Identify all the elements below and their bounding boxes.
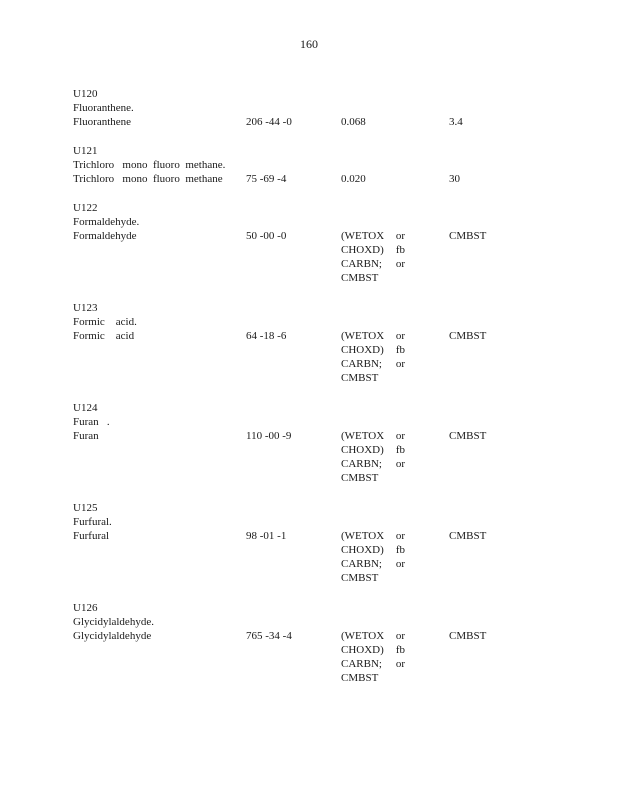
standard-connector: or (395, 530, 405, 542)
waste-code: U120 (73, 88, 98, 100)
wastewater-standard (341, 429, 405, 485)
standard-value: CMBST (341, 572, 379, 584)
cas-number: 110 -00 -9 (246, 430, 292, 442)
wastewater-standard (341, 529, 405, 585)
wastewater-standard-line (341, 471, 405, 485)
standard-value: CHOXD) (341, 244, 384, 256)
waste-entry (73, 601, 593, 684)
wastewater-standard-line (341, 257, 405, 271)
standard-connector: fb (395, 644, 405, 656)
wastewater-standard-line (341, 229, 405, 243)
waste-description: Furfural. (73, 516, 112, 528)
cas-number: 98 -01 -1 (246, 530, 287, 542)
standard-value: 0.068 (341, 116, 366, 128)
constituent-name: Formaldehyde (73, 230, 137, 242)
standard-value: CMBST (341, 472, 379, 484)
wastewater-standard-line (341, 172, 405, 186)
waste-description: Fluoranthene. (73, 102, 134, 114)
wastewater-standard (341, 115, 405, 129)
standard-connector: or (395, 458, 405, 470)
standard-value: CHOXD) (341, 544, 384, 556)
wastewater-standard-line (341, 643, 405, 657)
standard-connector: fb (395, 344, 405, 356)
standard-value: CMBST (341, 672, 379, 684)
constituent-row (73, 115, 593, 129)
waste-description: Glycidylaldehyde. (73, 616, 154, 628)
waste-entry (73, 501, 593, 601)
standard-connector: or (395, 358, 405, 370)
wastewater-standard-line (341, 343, 405, 357)
standard-connector: or (395, 658, 405, 670)
standard-value: CMBST (341, 272, 379, 284)
standard-value: CARBN; (341, 258, 382, 270)
constituent-row (73, 429, 593, 484)
waste-entry (73, 144, 593, 201)
nonwastewater-standard: CMBST (449, 630, 487, 642)
page-number: 160 (300, 37, 318, 51)
waste-description: Furan . (73, 416, 110, 428)
nonwastewater-standard: CMBST (449, 430, 487, 442)
nonwastewater-standard: CMBST (449, 230, 487, 242)
constituent-name: Furan (73, 430, 99, 442)
waste-code: U121 (73, 145, 98, 157)
cas-number: 75 -69 -4 (246, 173, 287, 185)
standard-value: CARBN; (341, 458, 382, 470)
standard-value: 0.020 (341, 173, 366, 185)
waste-code: U126 (73, 602, 98, 614)
wastewater-standard-line (341, 371, 405, 385)
waste-entry (73, 87, 593, 144)
constituent-name: Glycidylaldehyde (73, 630, 152, 642)
standard-value: (WETOX (341, 230, 385, 242)
wastewater-standard (341, 329, 405, 385)
constituent-name: Furfural (73, 530, 110, 542)
waste-entries (73, 87, 593, 684)
waste-entry (73, 301, 593, 401)
wastewater-standard-line (341, 671, 405, 685)
wastewater-standard-line (341, 457, 405, 471)
constituent-row (73, 629, 593, 684)
cas-number: 765 -34 -4 (246, 630, 292, 642)
nonwastewater-standard: CMBST (449, 330, 487, 342)
standard-value: CHOXD) (341, 344, 384, 356)
standard-value: CARBN; (341, 558, 382, 570)
wastewater-standard-line (341, 115, 405, 129)
cas-number: 64 -18 -6 (246, 330, 287, 342)
standard-value: (WETOX (341, 430, 385, 442)
standard-value: CHOXD) (341, 444, 384, 456)
constituent-name: Fluoranthene (73, 116, 132, 128)
wastewater-standard-line (341, 571, 405, 585)
standard-connector: fb (395, 244, 405, 256)
wastewater-standard-line (341, 357, 405, 371)
cas-number: 206 -44 -0 (246, 116, 292, 128)
constituent-name: Trichloro mono fluoro methane (73, 173, 223, 185)
constituent-row (73, 529, 593, 584)
standard-connector: or (395, 630, 405, 642)
standard-connector: or (395, 258, 405, 270)
wastewater-standard-line (341, 557, 405, 571)
waste-description: Formaldehyde. (73, 216, 140, 228)
standard-connector: or (395, 330, 405, 342)
standard-connector: or (395, 230, 405, 242)
standard-connector: or (395, 430, 405, 442)
wastewater-standard-line (341, 271, 405, 285)
standard-connector: fb (395, 544, 405, 556)
standard-value: (WETOX (341, 330, 385, 342)
standard-value: CARBN; (341, 358, 382, 370)
standard-value: CMBST (341, 372, 379, 384)
standard-value: (WETOX (341, 530, 385, 542)
nonwastewater-standard: 30 (449, 173, 460, 185)
cas-number: 50 -00 -0 (246, 230, 287, 242)
wastewater-standard-line (341, 543, 405, 557)
waste-code: U123 (73, 302, 98, 314)
wastewater-standard-line (341, 429, 405, 443)
standard-connector: fb (395, 444, 405, 456)
constituent-row (73, 172, 593, 186)
standard-connector: or (395, 558, 405, 570)
standard-value: (WETOX (341, 630, 385, 642)
wastewater-standard (341, 629, 405, 685)
nonwastewater-standard: 3.4 (449, 116, 463, 128)
wastewater-standard-line (341, 329, 405, 343)
standard-value: CARBN; (341, 658, 382, 670)
waste-entry (73, 401, 593, 501)
waste-code: U125 (73, 502, 98, 514)
waste-code: U124 (73, 402, 98, 414)
constituent-row (73, 329, 593, 384)
wastewater-standard (341, 229, 405, 285)
wastewater-standard-line (341, 629, 405, 643)
waste-entry (73, 201, 593, 301)
wastewater-standard-line (341, 657, 405, 671)
wastewater-standard (341, 172, 405, 186)
waste-description: Formic acid. (73, 316, 137, 328)
wastewater-standard-line (341, 443, 405, 457)
wastewater-standard-line (341, 243, 405, 257)
nonwastewater-standard: CMBST (449, 530, 487, 542)
waste-description: Trichloro mono fluoro methane. (73, 159, 226, 171)
constituent-row (73, 229, 593, 284)
wastewater-standard-line (341, 529, 405, 543)
waste-code: U122 (73, 202, 98, 214)
standard-value: CHOXD) (341, 644, 384, 656)
constituent-name: Formic acid (73, 330, 135, 342)
